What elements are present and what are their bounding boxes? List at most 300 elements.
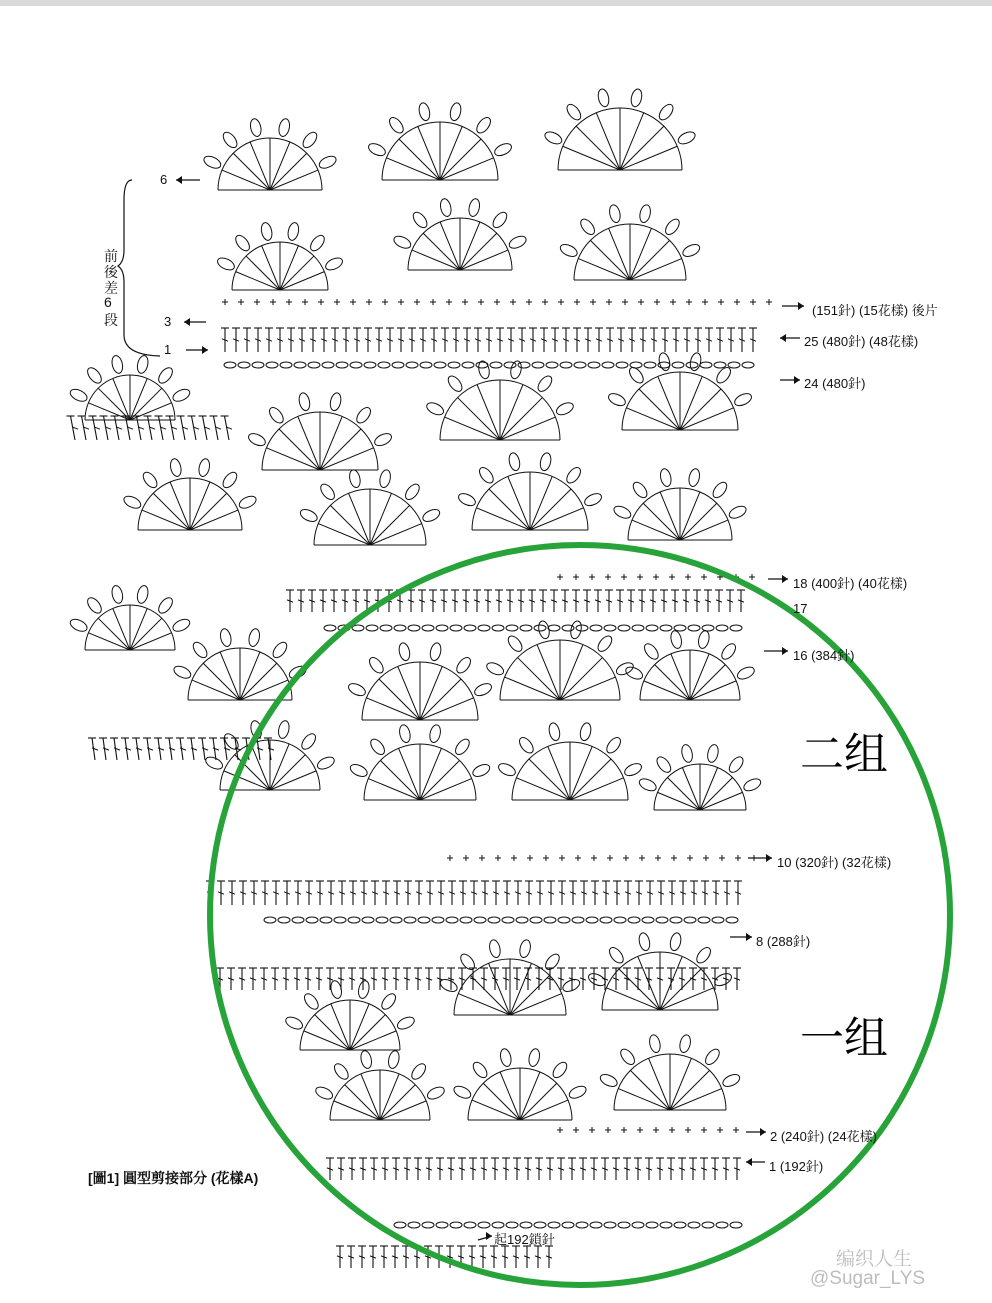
puff-stitch [398,724,412,744]
puff-stitch [477,360,491,380]
puff-stitch [136,585,150,605]
chain-stitch [730,625,742,631]
arrow-head [760,1128,766,1136]
row-arrow [768,575,788,583]
row-arrow [176,176,200,184]
stitch-symbols [67,88,773,1268]
puff-stitch [539,452,553,472]
puff-stitch [637,776,658,793]
fan-stitch [576,126,620,170]
puff-stitch [216,256,237,273]
puff-stitch [567,1084,588,1101]
side-label-char: 差 [104,280,118,296]
chain-stitch [464,1222,476,1228]
chain-stitch [588,362,600,368]
fan-stitch [529,759,570,800]
shell-fan [587,932,734,1010]
fan-stitch [130,388,162,420]
side-label-char: 後 [104,264,118,280]
chain-stitch [572,917,584,923]
puff-stitch [277,720,291,740]
fan-stitch [98,388,130,420]
arrow-head [746,933,752,941]
row-arrow [478,1232,492,1240]
fan-stitch [370,505,410,545]
fan-stitch [590,240,630,280]
treble-bar [169,748,175,750]
chain-stitch [586,917,598,923]
group-label-first: 一组 [800,1013,888,1064]
fan-stitch [153,493,190,530]
arrow-head [766,854,772,862]
puff-stitch [446,374,465,394]
chain-stitch [660,625,672,631]
fan-stitch [500,398,542,440]
treble-stitch-row [286,590,745,612]
shell-fan [68,355,191,420]
puff-stitch [612,504,633,521]
puff-stitch [564,102,583,122]
puff-stitch [535,374,554,394]
chain-stitch [492,1222,504,1228]
chain-stitch [502,917,514,923]
single-crochet-row [447,855,757,861]
fan-stitch [203,663,240,700]
chain-stitch-row [264,917,738,923]
chain-stitch [656,917,668,923]
row-label-24: 24 (480針) [804,376,866,391]
arrow-head [794,376,800,384]
treble-bar [158,748,164,750]
puff-stitch [284,1015,305,1032]
chain-stitch [632,625,644,631]
row-label-18: 18 (400針) (40花樣) [793,576,908,591]
chain-stitch [436,1222,448,1228]
fan-stitch [700,777,733,810]
fan-stitch [270,755,305,790]
shell-fan [202,118,338,190]
fan-stitch [240,663,277,700]
puff-stitch [457,491,478,508]
fan-stitch [420,760,460,800]
arrow-head [780,334,786,342]
puff-stitch [329,392,343,412]
chain-stitch [672,362,684,368]
chain-stitch [492,625,504,631]
row-label-8: 8 (288針) [756,934,811,949]
puff-stitch [579,722,593,742]
chain-stitch [408,625,420,631]
chain-stitch [674,1222,686,1228]
puff-stitch [678,1034,692,1054]
shell-fan [247,392,394,470]
fan-stitch [130,618,162,650]
puff-stitch [485,660,506,677]
puff-stitch [347,681,368,698]
fan-stitch [639,389,680,430]
puff-stitch [642,641,661,661]
chain-stitch [558,917,570,923]
row-arrow [186,346,208,354]
puff-stitch [680,744,694,764]
chain-stitch [436,625,448,631]
treble-bar [114,748,120,750]
treble-bar [268,748,274,750]
chain-stitch [462,362,474,368]
puff-stitch [681,242,702,259]
puff-stitch [110,355,124,375]
puff-stitch [426,1085,447,1102]
fan-stitch [280,256,314,290]
chain-stitch [630,362,642,368]
chain-stitch [238,362,250,368]
puff-stitch [316,755,337,772]
puff-stitch [727,504,748,521]
chain-stitch [590,625,602,631]
puff-stitch [497,761,518,778]
puff-stitch [607,945,626,965]
chain-stitch [674,625,686,631]
treble-bar [92,748,98,750]
chain-stitch [380,625,392,631]
row-label-top: (151針) (15花樣) 後片 [812,303,938,318]
fan-stitch [423,233,460,270]
puff-stitch [421,507,442,524]
treble-stitch-row [216,968,741,990]
row-arrow [764,647,788,655]
chain-stitch [378,362,390,368]
fan-stitch [470,975,510,1015]
puff-stitch [583,491,604,508]
puff-stitch [697,630,711,650]
puff-stitch [452,1084,473,1101]
chain-stitch [308,362,320,368]
puff-stitch [615,660,636,677]
row-arrow [184,318,206,326]
shell-fan [122,458,258,530]
chain-stitch [478,625,490,631]
chain-stitch [700,362,712,368]
puff-stitch [467,198,481,218]
arrow-head [202,346,208,354]
puff-stitch [742,776,763,793]
puff-stitch [493,141,514,158]
puff-stitch [317,154,338,171]
puff-stitch [509,360,523,380]
group-label-second: 二组 [800,729,888,780]
chain-stitch [306,917,318,923]
start-chain-note: 起192鎖針 [494,1232,555,1247]
treble-bar [136,748,142,750]
shell-fan [543,88,697,170]
fan-stitch [530,489,571,530]
puff-stitch [694,945,713,965]
chain-stitch [394,625,406,631]
puff-stitch [638,204,652,224]
puff-stitch [548,722,562,742]
fan-stitch [518,658,560,700]
puff-stitch [631,480,650,500]
puff-stitch [453,737,472,757]
puff-stitch [373,431,394,448]
chain-stitch [320,917,332,923]
chain-stitch [702,1222,714,1228]
shell-fan [298,469,441,545]
puff-stitch [354,405,373,425]
puff-stitch [598,1072,619,1089]
shell-fan [314,1050,446,1120]
fan-stitch [458,398,500,440]
fan-stitch [98,618,130,650]
chain-stitch [406,362,418,368]
puff-stitch [703,1047,722,1067]
puff-stitch [518,939,532,959]
shell-fan [347,642,494,720]
chain-stitch [450,1222,462,1228]
puff-stitch [543,952,562,972]
puff-stitch [627,365,646,385]
shell-fan [497,722,644,800]
chain-stitch [576,1222,588,1228]
puff-stitch [578,217,597,237]
puff-stitch [318,482,337,502]
treble-bar [103,748,109,750]
puff-stitch [270,640,289,660]
chain-stitch [420,362,432,368]
puff-stitch [396,1015,417,1032]
row-label-10: 10 (320針) (32花樣) [777,855,892,870]
puff-stitch [458,952,477,972]
treble-bar [125,748,131,750]
puff-stitch [249,118,263,138]
chain-stitch [448,362,460,368]
puff-stitch [378,469,392,489]
puff-stitch [474,115,493,135]
puff-stitch [286,222,300,242]
puff-stitch [202,154,223,171]
puff-stitch [308,233,327,253]
chain-stitch [334,917,346,923]
treble-stitch-row [326,1158,741,1180]
treble-stitch-row [221,328,757,352]
chain-stitch [728,362,740,368]
row-arrow [746,1158,765,1166]
treble-stitch-row [206,881,742,905]
puff-stitch [714,365,733,385]
puff-stitch [332,1061,351,1081]
arrow-head [782,647,788,655]
chain-stitch [618,625,630,631]
puff-stitch [527,1048,541,1068]
fan-stitch [570,759,611,800]
puff-stitch [298,392,312,412]
chain-stitch [646,1222,658,1228]
chain-stitch [644,362,656,368]
chain-stitch [714,362,726,368]
chain-stitch [702,625,714,631]
puff-stitch [171,617,192,634]
chain-stitch [716,1222,728,1228]
chain-stitch [546,362,558,368]
puff-stitch [471,762,492,779]
watermark-line1: 编织人生 [836,1249,913,1270]
puff-stitch [558,242,579,259]
chain-stitch [548,1222,560,1228]
chain-stitch [730,1222,742,1228]
puff-stitch [473,681,494,698]
shell-fan [348,724,491,800]
fan-stitch [330,505,370,545]
fan-stitch [190,493,227,530]
treble-bar [257,748,263,750]
puff-stitch [676,129,697,146]
puff-stitch [367,141,388,158]
puff-stitch [624,665,645,682]
side-label-char: 段 [104,312,118,328]
shell-fan [216,222,345,290]
puff-stitch [197,458,211,478]
fan-stitch [630,1070,670,1110]
shell-fan [392,198,528,270]
fan-stitch [279,429,320,470]
puff-stitch [247,628,261,648]
puff-stitch [267,405,286,425]
row-arrow [782,302,804,310]
fan-stitch [320,429,361,470]
puff-stitch [555,400,576,417]
chain-stitch [632,1222,644,1228]
shell-fan [607,352,754,430]
fan-stitch [680,503,717,540]
puff-stitch [733,391,754,408]
chain-stitch [336,362,348,368]
chain-stitch [422,625,434,631]
puff-stitch [418,102,432,122]
puff-stitch [204,755,225,772]
fan-stitch [399,139,440,180]
puff-stitch [550,1060,569,1080]
treble-bar [180,748,186,750]
puff-stitch [411,210,430,230]
row-label-2: 2 (240針) (24花樣) [770,1129,877,1144]
chain-stitch [322,362,334,368]
chain-stitch [562,1222,574,1228]
chain-stitch [450,625,462,631]
arrow-head [184,318,190,326]
chain-stitch [726,917,738,923]
left-row-6: 6 [160,172,168,187]
chain-stitch [602,362,614,368]
row-label-17: 17 [793,601,808,616]
puff-stitch [300,130,319,150]
treble-bar [224,748,230,750]
chain-stitch [616,362,628,368]
fan-stitch [440,139,481,180]
puff-stitch [736,665,757,682]
chain-stitch [264,917,276,923]
puff-stitch [141,470,160,490]
chain-stitch [544,917,556,923]
puff-stitch [727,754,746,774]
chain-stitch [686,362,698,368]
left-row-3: 3 [164,314,172,329]
puff-stitch [543,129,564,146]
side-bracket [118,180,160,356]
shell-fan [284,980,416,1050]
puff-stitch [172,664,193,681]
puff-stitch [299,731,318,751]
fan-stitch [620,126,664,170]
shell-fan [425,360,575,440]
chain-stitch [432,917,444,923]
chain-stitch [590,1222,602,1228]
chain-stitch [294,362,306,368]
puff-stitch [403,482,422,502]
puff-stitch [367,655,386,675]
fan-stitch [560,658,602,700]
puff-stitch [569,620,583,640]
puff-stitch [477,465,496,485]
fan-stitch [315,1015,350,1050]
puff-stitch [654,754,673,774]
puff-stitch [425,400,446,417]
chain-stitch [534,1222,546,1228]
chain-stitch [548,625,560,631]
puff-stitch [507,234,528,251]
single-crochet-row [557,1127,739,1133]
chain-stitch [716,625,728,631]
fan-stitch [345,1085,380,1120]
chain-stitch [376,917,388,923]
row-arrow [748,854,772,862]
arrow-head [782,575,788,583]
chain-stitch [670,917,682,923]
row-arrow [746,1128,766,1136]
chain-stitch [712,917,724,923]
chain-stitch [366,625,378,631]
fan-stitch [643,503,680,540]
fan-stitch [510,975,550,1015]
arrow-head [746,1158,752,1166]
fan-stitch [233,153,270,190]
chain-stitch [422,1222,434,1228]
fan-stitch [379,679,420,720]
puff-stitch [706,744,720,764]
chain-stitch [350,362,362,368]
puff-stitch [171,387,192,404]
puff-stitch [302,991,321,1011]
puff-stitch [604,735,623,755]
row-arrow [780,334,800,342]
fan-stitch [667,777,700,810]
fan-stitch [483,1083,520,1120]
puff-stitch [648,1034,662,1054]
fan-stitch [460,233,497,270]
chain-stitch [404,917,416,923]
chain-stitch [434,362,446,368]
chain-stitch [478,1222,490,1228]
puff-stitch [359,1050,373,1070]
side-label-char: 前 [104,248,118,264]
fan-stitch [680,389,721,430]
puff-stitch [517,735,536,755]
puff-stitch [630,88,644,108]
row-bracket [118,180,160,356]
puff-stitch [136,355,150,375]
chain-stitch-row [324,625,742,631]
puff-stitch [597,88,611,108]
side-label-char: 6 [104,294,112,310]
